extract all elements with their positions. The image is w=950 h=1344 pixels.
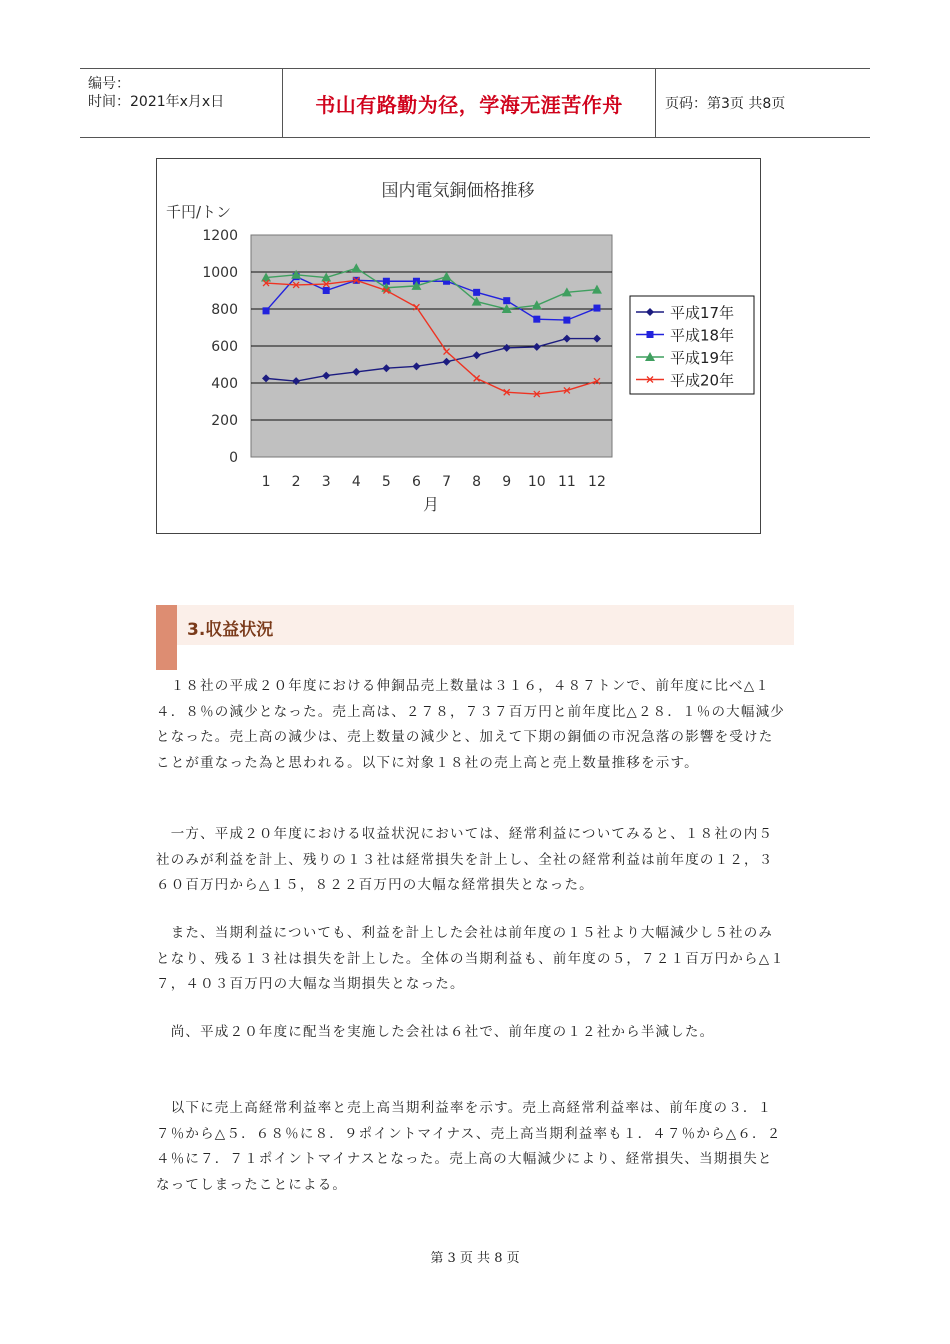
motto: 书山有路勤为径，学海无涯苦作舟: [315, 92, 623, 117]
y-tick-label: 400: [211, 376, 238, 392]
section-title: 3.収益状況: [187, 620, 274, 640]
date-label: 时间：2021年x月x日: [88, 94, 225, 110]
y-tick-label: 0: [229, 450, 238, 466]
header-left-cell: [80, 69, 283, 137]
paragraph-dividend: 尚、平成２０年度に配当を実施した会社は６社で、前年度の１２社から半減した。: [156, 1024, 715, 1040]
legend-label: 平成18年: [670, 326, 735, 345]
y-tick-label: 200: [211, 413, 238, 429]
x-tick-label: 8: [472, 474, 482, 490]
data-point: [593, 305, 600, 312]
number-label: 编号：: [88, 76, 130, 92]
y-tick-label: 1000: [202, 265, 238, 281]
x-tick-label: 3: [321, 474, 331, 490]
paragraph-sales: １８社の平成２０年度における伸銅品売上数量は３１６，４８７トンで、前年度に比べ△１４．８％の減少となった。売上高は、２７８，７３７百万円と前年度比△２８．１％の大幅減少となった。売上高の減少は、売上数量の減少と、加えて下期の銅価の市況急落の影響を受けたことが重なった為と思われる。以下に対象１８社の売上高と売上数量推移を示す。: [156, 678, 785, 771]
data-point: [323, 287, 330, 294]
page-header: [80, 68, 870, 138]
x-tick-label: 4: [351, 474, 361, 490]
paragraph-net-profit: また、当期利益についても、利益を計上した会社は前年度の１５社より大幅減少し５社のみとなり、残る１３社は損失を計上した。全体の当期利益も、前年度の５，７２１百万円から△１７，４０３百万円の大幅な当期損失となった。: [156, 925, 785, 993]
x-tick-label: 6: [411, 474, 421, 490]
copper-price-chart: [156, 158, 761, 534]
data-point: [473, 289, 480, 296]
chart-x-axis-label: 月: [422, 495, 440, 514]
data-point: [503, 297, 510, 304]
legend-marker: [647, 331, 654, 338]
header-page-cell: [656, 69, 870, 137]
x-tick-label: 9: [502, 474, 512, 490]
x-tick-label: 7: [442, 474, 452, 490]
x-tick-label: 1: [261, 474, 271, 490]
data-point: [533, 316, 540, 323]
y-tick-label: 1200: [202, 228, 238, 244]
chart-title: 国内電気銅価格推移: [381, 181, 535, 201]
header-motto-cell: [283, 69, 656, 137]
x-tick-label: 10: [527, 474, 546, 490]
y-tick-label: 600: [211, 339, 238, 355]
x-tick-label: 5: [381, 474, 391, 490]
y-tick-label: 800: [211, 302, 238, 318]
x-tick-label: 12: [588, 474, 606, 490]
data-point: [563, 317, 570, 324]
page-footer: 第 3 页 共 8 页: [430, 1251, 520, 1266]
chart-svg: [157, 159, 760, 533]
data-point: [263, 307, 270, 314]
section-heading: [156, 605, 794, 670]
legend-label: 平成20年: [670, 371, 735, 390]
legend-label: 平成19年: [670, 349, 735, 367]
x-tick-label: 11: [557, 474, 576, 490]
x-tick-label: 2: [291, 474, 301, 490]
chart-y-axis-label: 千円/トン: [166, 203, 232, 221]
section-accent-bar: [156, 605, 177, 670]
paragraph-ordinary-profit: 一方、平成２０年度における収益状況においては、経常利益についてみると、１８社の内５社のみが利益を計上、残りの１３社は経常損失を計上し、全社の経常利益は前年度の１２，３６０百万円から△１５，８２２百万円の大幅な経常損失となった。: [156, 826, 774, 894]
legend-label: 平成17年: [670, 304, 735, 322]
paragraph-margins: 以下に売上高経常利益率と売上高当期利益率を示す。売上高経常利益率は、前年度の３．１７％から△５．６８％に８．９ポイントマイナス、売上高当期利益率も１．４７％から△６．２４％に７．７１ポイントマイナスとなった。売上高の大幅減少により、経常損失、当期損失となってしまったことによる。: [156, 1100, 782, 1193]
page-info: 页码：第3页 共8页: [665, 96, 786, 112]
